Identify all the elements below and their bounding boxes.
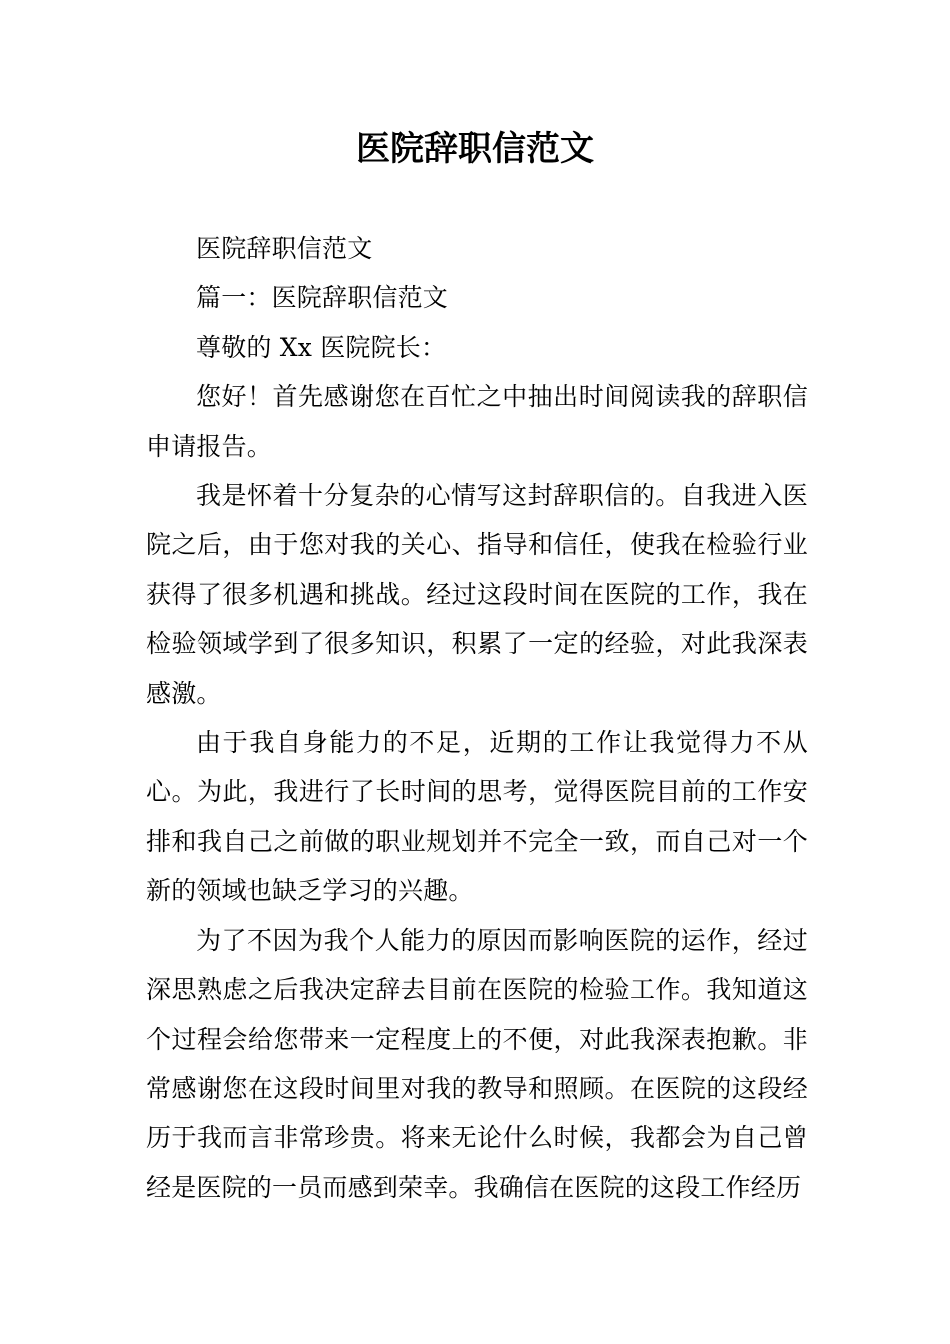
document-body bbox=[146, 224, 808, 1212]
subtitle-paragraph: 医院辞职信范文 bbox=[196, 234, 373, 263]
salutation: 尊敬的 Xx 医院院长： bbox=[196, 332, 447, 362]
body-paragraph: 您好！首先感谢您在百忙之中抽出时间阅读我的辞职信申请报告。 bbox=[146, 382, 808, 461]
section-heading: 篇一：医院辞职信范文 bbox=[196, 283, 449, 313]
document-title: 医院辞职信范文 bbox=[356, 129, 594, 169]
body-paragraph: 我是怀着十分复杂的心情写这封辞职信的。自我进入医院之后，由于您对我的关心、指导和信任，使我在检验行业获得了很多机遇和挑战。经过这段时间在医院的工作，我在检验领域学到了很多知识，积累了一定的经验，对此我深表感激。 bbox=[146, 481, 808, 708]
body-paragraph: 由于我自身能力的不足，近期的工作让我觉得力不从心。为此，我进行了长时间的思考，觉得医院目前的工作安排和我自己之前做的职业规划并不完全一致，而自己对一个新的领域也缺乏学习的兴趣。 bbox=[146, 728, 808, 906]
body-paragraph: 为了不因为我个人能力的原因而影响医院的运作，经过深思熟虑之后我决定辞去目前在医院的检验工作。我知道这个过程会给您带来一定程度上的不便，对此我深表抱歉。非常感谢您在这段时间里对我的教导和照顾。在医院的这段经历于我而言非常珍贵。将来无论什么时候，我都会为自己曾经是医院的一员而感到荣幸。我确信在医院的这段工作经历 bbox=[146, 925, 808, 1202]
